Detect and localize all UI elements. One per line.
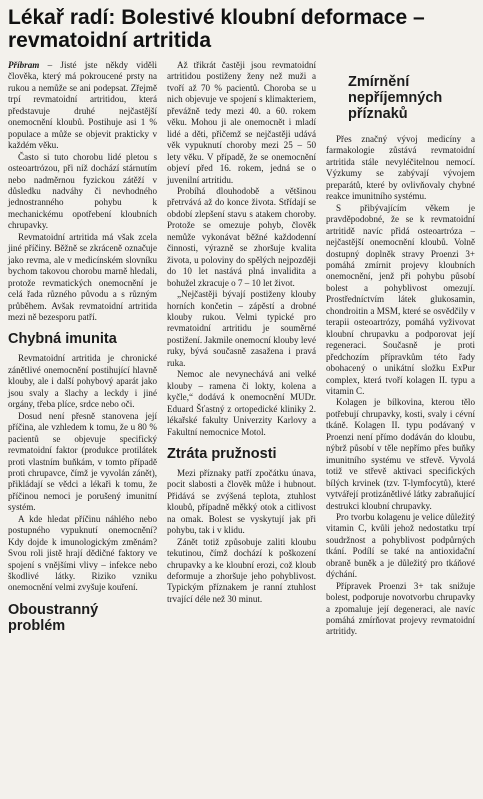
paragraph: Dosud není přesně stanovena její příčina, ale vzhledem k tomu, že u 80 % pacientů se objevuje specifický revmatoidní faktor (produkce protilátek proti vlastním buňkám, v tomto případě proti chrupavce, čímž je vyvolán zánět), přikládají se vědci a lékaři k tomu, že příčinou nemoci je porušený imunitní systém. (8, 410, 157, 513)
paragraph (8, 60, 157, 152)
paragraph: S přibývajícím věkem je pravděpodobné, že se k revmatoidní artritidě navíc přidá osteoartróza – nejčastější onemocnění kloubů. Volně dostupný doplněk stravy Proenzi 3+ pomáhá zmírnit projevy kloubních onemocnění, jenž při pohybu působí bolest a pohyblivost omezují. Prostředníctvím látek glukosamin, chondroitin a MSM, které se osvědčily v terapii osteoartrózy, pomáhá vyživovat kloubní chrupavku a podporovat její regeneraci. Současně je proti předchozím přípravkům této řady obohacený o unikátní složku ExPur complex, která tvoří kolagen II. typu a vitamin C. (326, 202, 475, 396)
paragraph: Nemoc ale nevynechává ani velké klouby – ramena či lokty, kolena a kyčle,“ dodává k onemocnění MUDr. Eduard Šťastný z ortopedické kliniky 2. lékařské fakulty Univerzity Karlovy a Fakultní nemocnice Motol. (167, 369, 316, 437)
column-3 (326, 60, 475, 640)
column-1 (8, 60, 157, 640)
column-2 (167, 60, 316, 640)
paragraph-text: – Jisté jste někdy viděli člověka, který má pokroucené prsty na rukou a nemůže se ani podepsat. Zřejmě trpí revmatoidní artritidou, která představuje druhé nejčastější onemocnění kloubů. Postihuje asi 1 % populace a může se objevit prakticky v každém věku. (8, 60, 157, 151)
paragraph: Přes značný vývoj medicíny a farmakologie zůstává revmatoidní artritida stále nevyléčitelnou nemocí. Výzkumy se zabývají vývojem preparátů, které by ovlivňovaly chybné reakce imunitního systému. (326, 134, 475, 202)
subheading-bilateral-problem: Oboustranný problém (8, 601, 99, 634)
dateline: Příbram (8, 60, 40, 70)
article-columns (8, 60, 475, 640)
paragraph: Až třikrát častěji jsou revmatoidní artritidou postiženy ženy než muži a tvoří až 70 % pacientů. Choroba se u nich objevuje ve spojení s klimakteriem, převážně tedy mezi 40. a 60. rokem věku. Mohou ji ale onemocnět i mladí lidé a děti, přičemž se nejčastěji udává věk vypuknutí choroby mezi 25 – 50 lety věku. V případě, že se onemocnění objeví před 16. rokem, jedná se o juvenilní artritidu. (167, 60, 316, 185)
article-headline: Lékař radí: Bolestivé kloubní deformace – revmatoidní artritida (8, 6, 425, 52)
paragraph: A kde hledat příčinu náhlého nebo postupného vypuknutí onemocnění? Kdy dojde k imunologickým změnám? Svou roli jistě hrají dědičné faktory ve spojení s vnějšími vlivy – infekce nebo škodlivé látky. Riziko vzniku onemocnění velmi zvyšuje kouření. (8, 513, 157, 593)
paragraph: Často si tuto chorobu lidé pletou s osteoartrózou, při níž dochází stárnutím nebo nadměrnou fyzickou zátěží v důsledku nadváhy či nevhodného jednostranného pohybu k mechanickému opotřebení kloubních chrupavky. (8, 151, 157, 231)
paragraph: Kolagen je bílkovina, kterou tělo potřebují chrupavky, kosti, svaly i cévní tkáně. Kolagen II. typu podávaný v Proenzi není přímo dodáván do kloubu, nýbrž působí v těle nepřímo přes buňky imunitního systému ve střevě. Vyvolá totiž ve střevě aktivaci specifických bílých krvinek (tzv. T-lymfocytů), které vytvářejí protizánětlivé látky zabraňující destrukci kloubní chrupavky. (326, 397, 475, 511)
subheading-immunity: Chybná imunita (8, 331, 117, 348)
paragraph: Probíhá dlouhodobě a většinou přetrvává až do konce života. Střídají se období zlepšení stavu s atakem choroby. Protože se omezuje pohyb, člověk nemůže vykonávat běžné každodenní činnosti, výrazně se zhoršuje kvalita života, u poloviny do spělých nejpozději do 10 let nastává plná invalidita a bohužel zkracuje o 7 – 10 let život. (167, 185, 316, 288)
paragraph: Mezi příznaky patří zpočátku únava, pocit slabosti a člověk může i hubnout. Přidává se zvýšená teplota, ztuhlost kloubů, případně měkký otok a citlivost na omak. Bolest se vyskytují jak při pohybu, tak i v klidu. (167, 467, 316, 536)
paragraph: Revmatoidní artritida má však zcela jiné příčiny. Běžně se zkráceně označuje jako revma, ale v medicínském slovníku bychom takovou chorobu marně hledali, protože revmatických onemocnění je celá řada různého původu a s různým průběhem. Avšak revmatoidní artritida mezi ně bezesporu patří. (8, 231, 157, 322)
paragraph: Přípravek Proenzi 3+ tak snižuje bolest, podporuje novotvorbu chrupavky a zpomaluje její degeneraci, ale navíc pomáhá zmírňovat projevy revmatoidní artritidy. (326, 580, 475, 637)
subheading-loss-of-flexibility: Ztráta pružnosti (167, 445, 277, 462)
paragraph: Zánět totiž způsobuje zaliti kloubu tekutinou, čímž dochází k poškození chrupavky a ke kloubní erozi, což kloub deformuje a zhoršuje jeho pohyblivost. Typickým příznakem je ranní ztuhlost trvající déle než 30 minut. (167, 536, 316, 604)
subheading-symptom-relief: Zmírnění nepříjemných příznaků (348, 74, 443, 122)
paragraph: Pro tvorbu kolagenu je velice důležitý vitamin C, kvůli jehož nedostatku trpí soudržnost a pohyblivost podpůrných tkání. Podílí se také na antioxidační obraně buněk a je důležitý pro tkáňové dýchání. (326, 511, 475, 580)
paragraph: „Nejčastěji bývají postiženy klouby horních končetin – zápěstí a drobné klouby rukou. Velmi typické pro revmatoidní artritidu je souměrné postižení. Jakmile onemocní klouby levé ruky, bývá současně zasažena i pravá ruka. (167, 289, 316, 368)
paragraph: Revmatoidní artritida je chronické zánětlivé onemocnění postihující hlavně klouby, ale i další pohybový aparát jako jsou svaly a šlachy a leckdy i jiné orgány, třeba plíce, srdce nebo oči. (8, 353, 157, 410)
